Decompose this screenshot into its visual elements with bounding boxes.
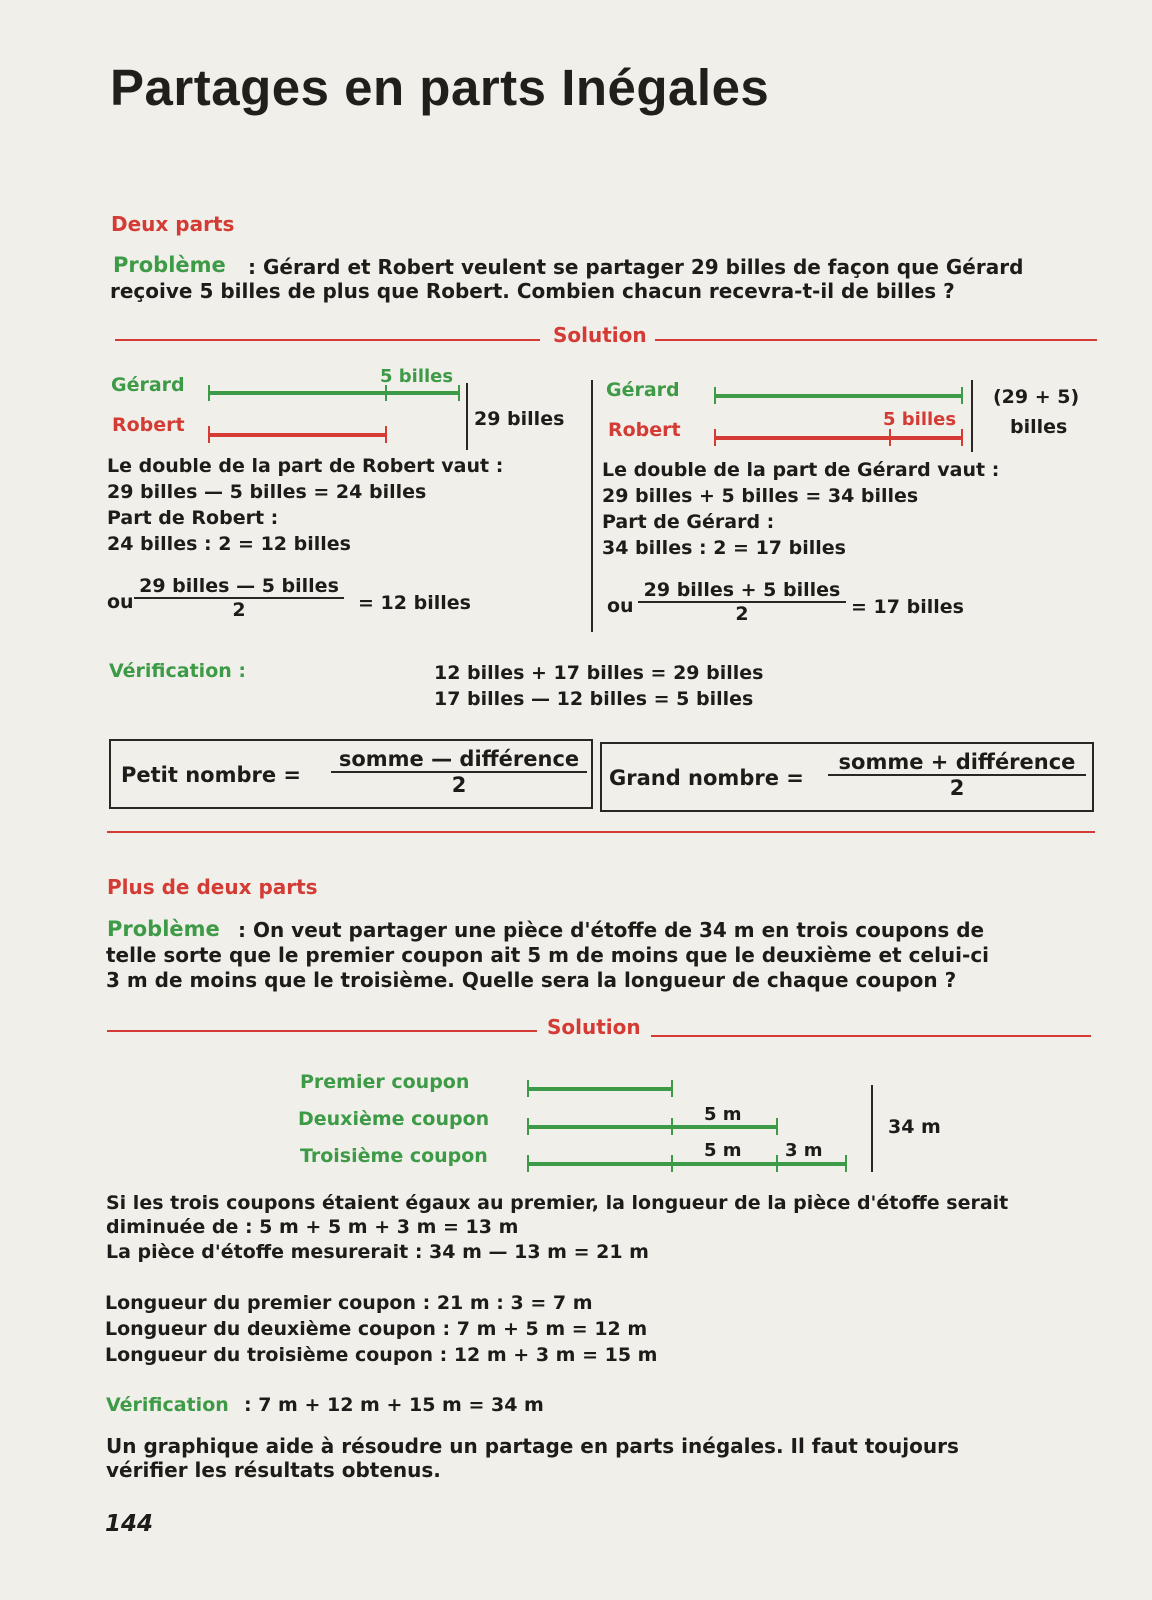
conclusion-line: Un graphique aide à résoudre un partage en parts inégales. Il faut toujours [106, 1434, 959, 1458]
text-line: 34 billes : 2 = 17 billes [602, 537, 846, 559]
text-line: Longueur du deuxième coupon : 7 m + 5 m = 12 m [105, 1318, 648, 1340]
gerard-label: Gérard [111, 374, 185, 396]
formula-label: Petit nombre = [121, 763, 302, 787]
diff-label: 5 m [704, 1140, 742, 1161]
page-title: Partages en parts Inégales [110, 59, 770, 116]
diff-label: 3 m [785, 1140, 823, 1161]
solution-label: Solution [553, 323, 647, 347]
coupon-label-second: Deuxième coupon [298, 1108, 490, 1130]
text-line: Le double de la part de Robert vaut : [107, 455, 504, 477]
problem-text-line: reçoive 5 billes de plus que Robert. Combien chacun recevra-t-il de billes ? [110, 279, 955, 303]
coupon-label-third: Troisième coupon [300, 1145, 488, 1167]
text-line: 29 billes + 5 billes = 34 billes [602, 485, 919, 507]
text-line: Longueur du premier coupon : 21 m : 3 = 7 m [105, 1292, 593, 1314]
verification-line: 17 billes — 12 billes = 5 billes [434, 688, 754, 710]
diff-label: 5 billes [883, 409, 957, 430]
ou-label: ou [607, 595, 634, 617]
text-line: 24 billes : 2 = 12 billes [107, 533, 351, 555]
diff-label: 5 m [704, 1104, 742, 1125]
total-label: 29 billes [474, 408, 565, 430]
text-line: Part de Gérard : [602, 511, 775, 533]
robert-label: Robert [608, 419, 681, 441]
problem-text-line: telle sorte que le premier coupon ait 5 m de moins que le deuxième et celui-ci [106, 943, 990, 967]
text-line: Si les trois coupons étaient égaux au premier, la longueur de la pièce d'étoffe serait [106, 1192, 1009, 1214]
text-line: La pièce d'étoffe mesurerait : 34 m — 13 m = 21 m [106, 1241, 649, 1263]
verification-label: Vérification [106, 1394, 229, 1416]
section-heading-two-parts: Deux parts [111, 212, 235, 236]
formula-numerator: somme — différence [338, 747, 580, 771]
text-line: diminuée de : 5 m + 5 m + 3 m = 13 m [106, 1216, 519, 1238]
formula-label: Grand nombre = [609, 766, 804, 790]
problem-label: Problème [107, 917, 220, 941]
fraction-numerator: 29 billes + 5 billes [643, 579, 841, 601]
coupon-label-first: Premier coupon [300, 1071, 470, 1093]
fraction-denominator: 2 [735, 603, 749, 625]
conclusion-line: vérifier les résultats obtenus. [106, 1458, 441, 1482]
formula-denominator: 2 [451, 773, 467, 797]
fraction-result: = 17 billes [851, 596, 964, 618]
problem-text-line: : On veut partager une pièce d'étoffe de 34 m en trois coupons de [238, 918, 985, 942]
text-line: Part de Robert : [107, 507, 279, 529]
text-line: Le double de la part de Gérard vaut : [602, 459, 1000, 481]
total-label: (29 + 5) [993, 386, 1080, 408]
formula-denominator: 2 [949, 776, 965, 800]
ou-label: ou [107, 591, 134, 613]
problem-text-line: : Gérard et Robert veulent se partager 29 billes de façon que Gérard [248, 255, 1024, 279]
robert-label: Robert [112, 414, 185, 436]
text-line: 29 billes — 5 billes = 24 billes [107, 481, 427, 503]
formula-numerator: somme + différence [838, 750, 1076, 774]
total-label: 34 m [888, 1116, 941, 1138]
gerard-label: Gérard [606, 379, 680, 401]
fraction-result: = 12 billes [358, 592, 471, 614]
problem-label: Problème [113, 253, 226, 277]
diff-label: 5 billes [380, 366, 454, 387]
verification-label: Vérification : [109, 660, 246, 682]
total-label: billes [1010, 416, 1068, 438]
text-line: Longueur du troisième coupon : 12 m + 3 m = 15 m [105, 1344, 658, 1366]
problem-text-line: 3 m de moins que le troisième. Quelle sera la longueur de chaque coupon ? [106, 968, 957, 992]
section-heading-more-parts: Plus de deux parts [107, 875, 318, 899]
verification-line: 12 billes + 17 billes = 29 billes [434, 662, 764, 684]
fraction-denominator: 2 [232, 599, 246, 621]
solution-label: Solution [547, 1015, 641, 1039]
fraction-numerator: 29 billes — 5 billes [139, 575, 339, 597]
verification-line: : 7 m + 12 m + 15 m = 34 m [244, 1394, 544, 1416]
page-number: 144 [105, 1511, 154, 1537]
